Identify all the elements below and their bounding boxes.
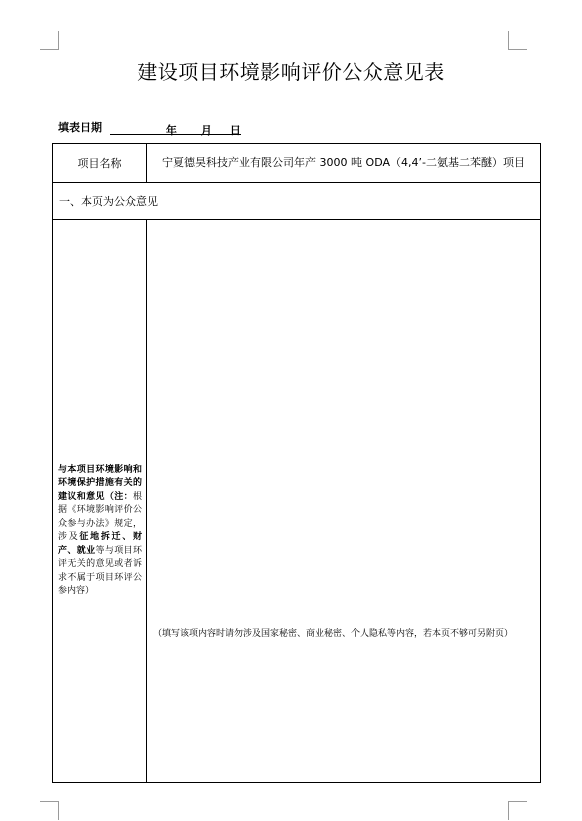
fill-date-month-label: 月 [200,124,212,137]
section-title: 一、本页为公众意见 [53,183,541,220]
project-name-label: 项目名称 [53,144,147,183]
privacy-note: （填写该项内容时请勿涉及国家秘密、商业秘密、个人隐私等内容，若本页不够可另附页） [153,629,514,639]
project-name-value: 宁夏德昊科技产业有限公司年产 3000 吨 ODA（4,4’-二氨基二苯醚）项目 [147,144,541,183]
opinion-label-text-1: 根据《环境影响评价公众参与办法》规定，涉及 [58,491,142,542]
fill-date-label: 填表日期 [58,121,102,134]
fill-date-line [58,119,241,135]
opinion-label-bold-1: 与本项目环境影响和环境保护措施有关的建议和意见（注： [58,464,142,502]
corner-mark-bottom-left [40,801,59,820]
corner-mark-top-right [508,31,527,50]
section-row [53,183,541,220]
fill-date-month-field[interactable] [177,122,201,135]
opinion-input-area[interactable] [147,220,541,783]
opinion-label-text-2: 等与项目环评无关的意见或者诉求不属于项目环评公参内容） [58,545,142,596]
fill-date-day-field[interactable] [212,122,230,135]
fill-date-year-label: 年 [165,124,177,137]
fill-date-year-field[interactable] [110,122,166,135]
page-title: 建设项目环境影响评价公众意见表 [137,60,445,84]
corner-mark-top-left [40,31,59,50]
fill-date-day-label: 日 [229,124,241,137]
project-row [53,144,541,183]
opinion-label [58,404,142,599]
opinion-row [53,220,541,783]
opinion-label-bold-2: 征地拆迁、财产、就业 [58,532,142,556]
corner-mark-bottom-right [508,801,527,820]
opinion-form-table [52,143,541,783]
opinion-label-cell [53,220,147,783]
